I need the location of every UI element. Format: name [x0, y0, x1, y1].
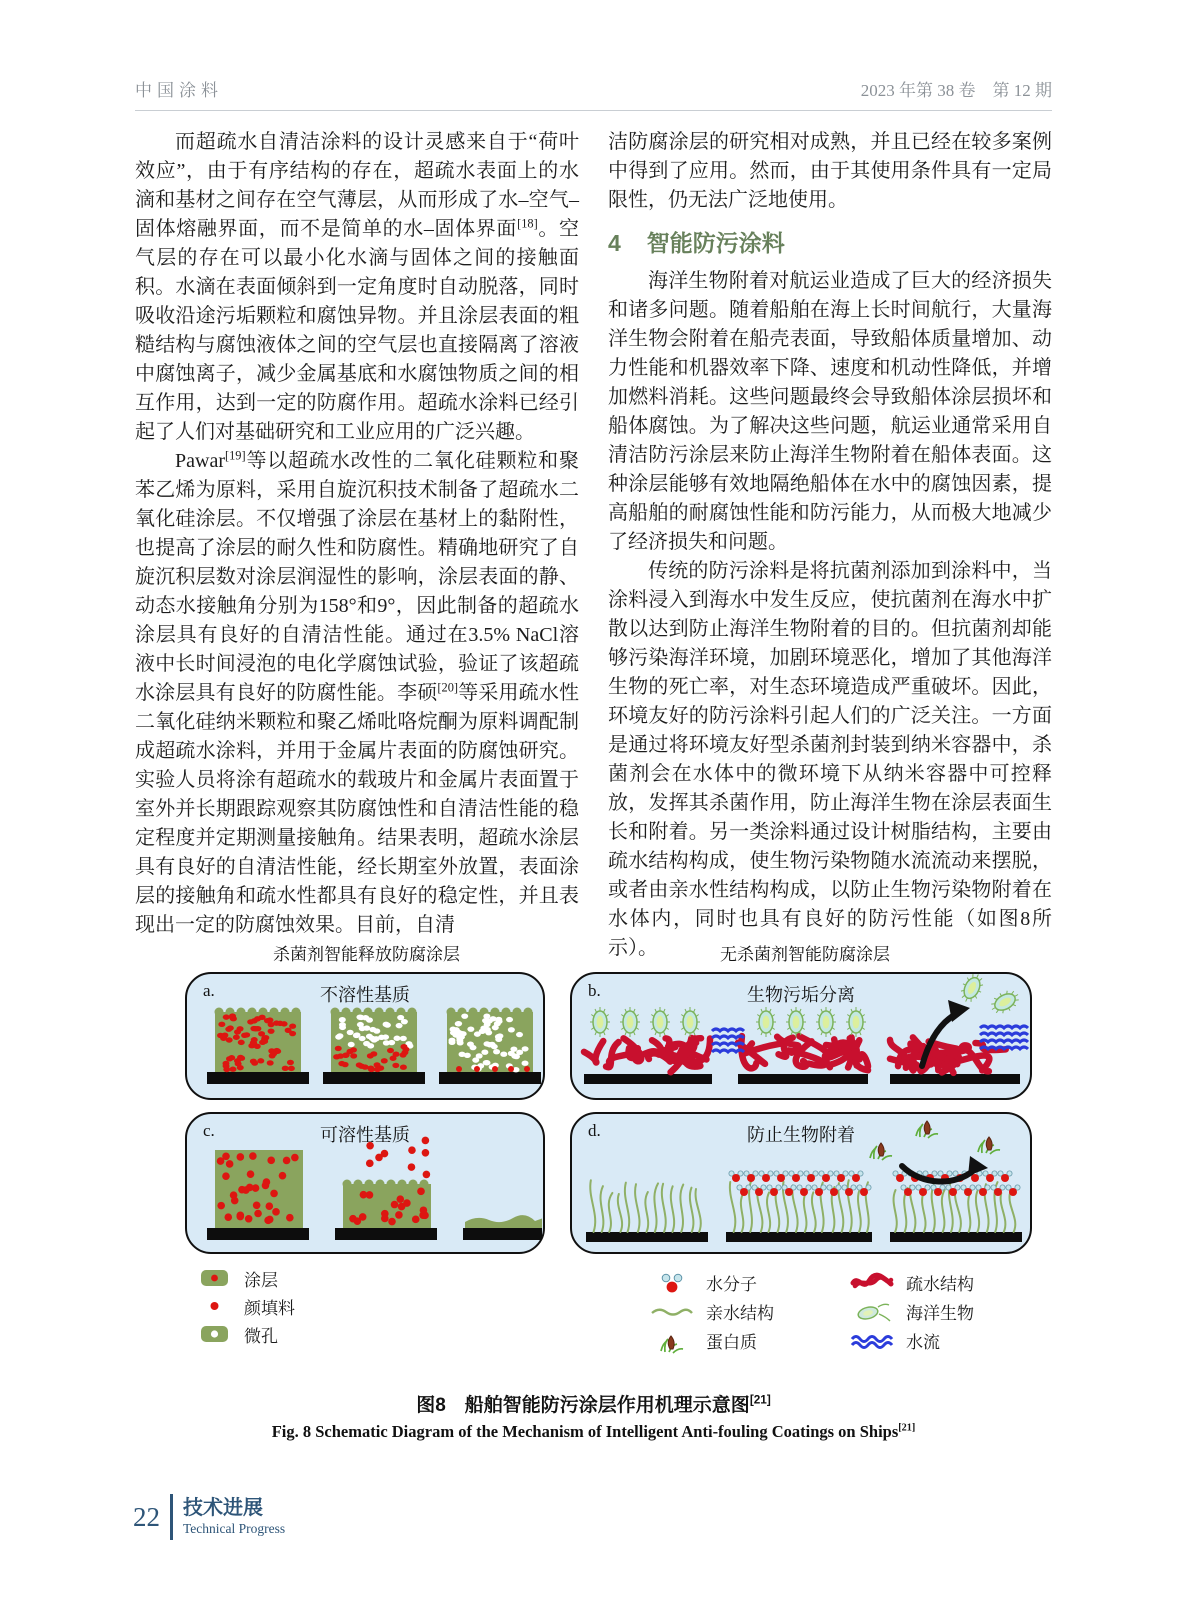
legend-label: 水分子: [706, 1275, 757, 1294]
legend-item: [198, 1264, 295, 1292]
issue-info: 2023 年第 38 卷 第 12 期: [860, 81, 1052, 100]
hydrophobic-structure-icon: [848, 1272, 896, 1294]
legend-label: 颜填料: [244, 1298, 295, 1318]
footer-section-en: Technical Progress: [183, 1521, 286, 1536]
legend-label: 疏水结构: [906, 1275, 974, 1294]
page-number: 22: [133, 1501, 160, 1532]
legend-item: [848, 1299, 1048, 1324]
legend-item: [848, 1328, 1048, 1353]
legend-right: [648, 1268, 1048, 1355]
marine-organism-icon: [848, 1300, 896, 1324]
legend-item: [198, 1292, 295, 1320]
legend-row: [648, 1326, 1048, 1355]
hydrophilic-structure-icon: [648, 1305, 696, 1319]
footer-section-cn: 技术进展: [183, 1497, 263, 1519]
legend-label: 海洋生物: [906, 1304, 974, 1323]
panel-b-label: b.: [588, 981, 601, 1000]
left-column: [135, 128, 579, 963]
legend-row: [648, 1268, 1048, 1297]
paragraph: 而超疏水自清洁涂料的设计灵感来自于“荷叶效应”，由于有序结构的存在，超疏水表面上的水滴和基材之间存在空气薄层，从而形成了水–空气–固体熔融界面，而不是简单的水–固体界面[18]。空气层的存在可以最小化水滴与固体之间的接触面积。水滴在表面倾斜到一定角度时自动脱落，同时吸收沿途污垢颗粒和腐蚀异物。并且涂层表面的粗糙结构与腐蚀液体之间的空气层也直接隔离了溶液中腐蚀离子，减少金属基底和水腐蚀物质之间的相互作用，达到一定的防腐作用。超疏水涂料已经引起了人们对基础研究和工业应用的广泛兴趣。: [135, 131, 580, 443]
water-molecule-icon: [648, 1270, 696, 1296]
paragraph: 传统的防污涂料是将抗菌剂添加到涂料中，当涂料浸入到海水中发生反应，使抗菌剂在海水中扩散以达到防止海洋生物附着的目的。但抗菌剂却能够污染海洋环境，加剧环境恶化，增加了其他海洋生物的死亡率，对生态环境造成严重破坏。因此，环境友好的防污涂料引起人们的广泛关注。一方面是通过将环境友好型杀菌剂封装到纳米容器中，杀菌剂会在水体中的微环境下从纳米容器中可控释放，发挥其杀菌作用，防止海洋生物在涂层表面生长和附着。另一类涂料通过设计树脂结构，主要由疏水结构构成，使生物污染物随水流流动来摆脱，或者由亲水性结构构成，以防止生物污染物附着在水体内，同时也具有良好的防污性能（如图8所示）。: [608, 560, 1052, 959]
figure-group-title-left: 杀菌剂智能释放防腐涂层: [273, 945, 460, 964]
pigment-filler-icon: [198, 1296, 232, 1316]
coating-icon: [198, 1268, 232, 1288]
journal-name: 中国涂料: [135, 81, 223, 100]
paragraph-continuation: 洁防腐涂层的研究相对成熟，并且已经在较多案例中得到了应用。然而，由于其使用条件具有一定局限性，仍无法广泛地使用。: [608, 131, 1052, 211]
legend-label: 蛋白质: [706, 1333, 757, 1352]
legend-item: [648, 1270, 848, 1296]
legend-item: [648, 1299, 848, 1324]
figure-caption-cn: 图8 船舶智能防污涂层作用机理示意图[21]: [416, 1393, 771, 1416]
legend-label: 微孔: [244, 1326, 278, 1346]
figure-panel-c: [185, 1112, 545, 1254]
figure-panel-b: [570, 972, 1032, 1100]
body-columns: [135, 128, 1052, 963]
figure-panel-a: [185, 972, 545, 1100]
legend-item: [648, 1327, 848, 1355]
figure-group-title-right: 无杀菌剂智能防腐涂层: [720, 945, 890, 964]
footer-section: [183, 1496, 285, 1538]
panel-a-title: 不溶性基质: [320, 985, 410, 1005]
section-number: 4: [608, 230, 621, 256]
panel-c-title: 可溶性基质: [320, 1125, 410, 1145]
panel-d-title: 防止生物附着: [747, 1125, 855, 1145]
section-title: 智能防污涂料: [646, 230, 785, 256]
legend-label: 水流: [906, 1333, 940, 1352]
panel-c-label: c.: [203, 1121, 215, 1140]
panel-a-label: a.: [203, 981, 215, 1000]
legend-label: 涂层: [244, 1270, 278, 1290]
paragraph: Pawar[19]等以超疏水改性的二氧化硅颗粒和聚苯乙烯为原料，采用自旋沉积技术制备了超疏水二氧化硅涂层。不仅增强了涂层在基材上的黏附性，也提高了涂层的耐久性和防腐性。精确地研究了自旋沉积层数对涂层润湿性的影响，涂层表面的静、动态水接触角分别为158°和9°，因此制备的超疏水涂层具有良好的自清洁性能。通过在3.5% NaCl溶液中长时间浸泡的电化学腐蚀试验，验证了该超疏水涂层具有良好的防腐性能。李硕[20]等采用疏水性二氧化硅纳米颗粒和聚乙烯吡咯烷酮为原料调配制成超疏水涂料，并用于金属片表面的防腐蚀研究。实验人员将涂有超疏水的载玻片和金属片表面置于室外并长期跟踪观察其防腐蚀性和自清洁性能的稳定程度并定期测量接触角。结果表明，超疏水涂层具有良好的自清洁性能，经长期室外放置，表面涂层的接触角和疏水性都具有良好的稳定性，并且表现出一定的防腐蚀效果。目前，自清: [135, 448, 580, 936]
legend-left: [198, 1264, 295, 1348]
figure-panel-d: [570, 1112, 1032, 1254]
micropore-icon: [198, 1324, 232, 1344]
legend-label: 亲水结构: [706, 1304, 774, 1323]
page-header: [135, 76, 1052, 111]
footer-divider: [170, 1494, 173, 1540]
paragraph: 海洋生物附着对航运业造成了巨大的经济损失和诸多问题。随着船舶在海上长时间航行，大量海洋生物会附着在船壳表面，导致船体质量增加、动力性能和机器效率下降、速度和机动性降低，并增加燃料消耗。这些问题最终会导致船体涂层损坏和船体腐蚀。为了解决这些问题，航运业通常采用自清洁防污涂层来防止海洋生物附着在船体表面。这种涂层能够有效地隔绝船体在水中的腐蚀因素，提高船舶的耐腐蚀性能和防污能力，从而极大地减少了经济损失和问题。: [608, 270, 1052, 553]
legend-row: [648, 1297, 1048, 1326]
panel-d-label: d.: [588, 1121, 601, 1140]
legend-item: [848, 1270, 1048, 1295]
right-column: [608, 128, 1052, 963]
figure-caption-en: Fig. 8 Schematic Diagram of the Mechanism of Intelligent Anti-fouling Coatings on Ships[21]: [271, 1422, 916, 1441]
protein-icon: [648, 1327, 696, 1355]
legend-item: [198, 1320, 295, 1348]
panel-b-title: 生物污垢分离: [747, 985, 855, 1005]
section-heading: [608, 228, 1052, 258]
page-footer: [133, 1494, 285, 1540]
water-flow-icon: [848, 1333, 896, 1349]
